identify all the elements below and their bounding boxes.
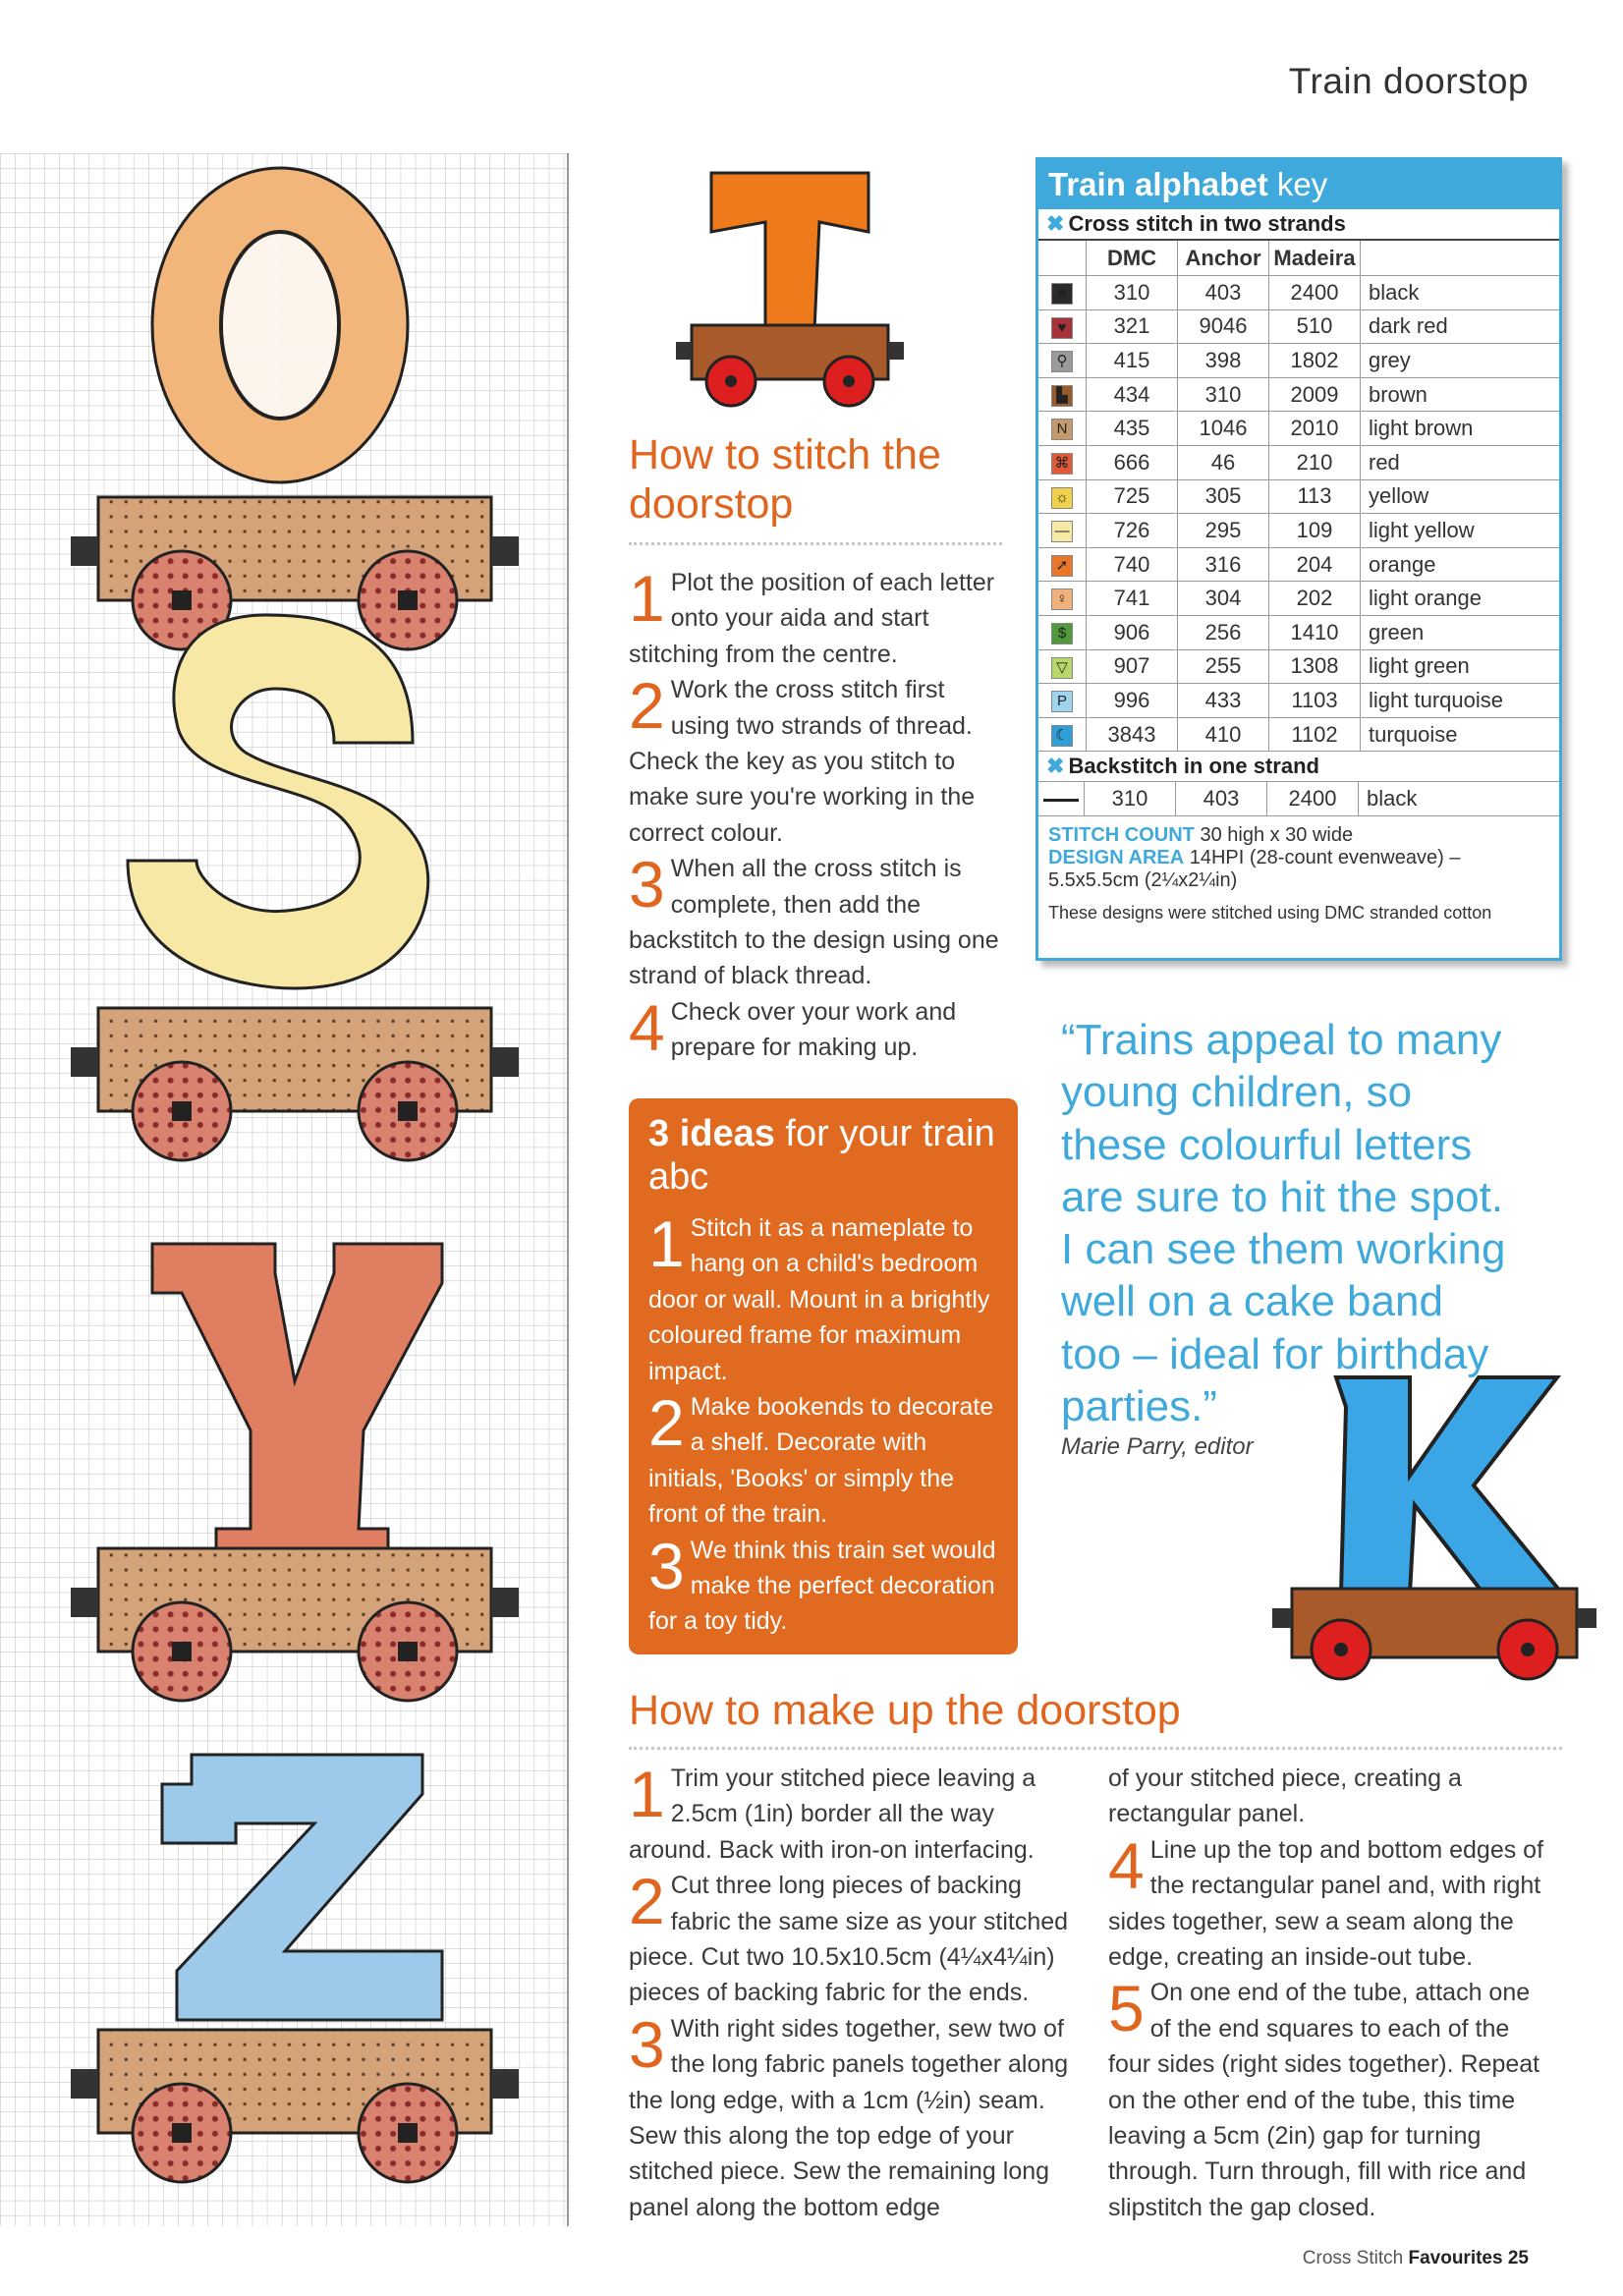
section-title: Train doorstop bbox=[1288, 61, 1529, 101]
dmc-cell: 740 bbox=[1087, 547, 1178, 582]
table-row bbox=[1038, 547, 1559, 582]
color-name-cell: red bbox=[1361, 445, 1560, 479]
symbol-swatch-icon: ♀ bbox=[1038, 582, 1087, 616]
makeup-step: 2 Cut three long pieces of backing fabric the same size as your stitched piece. Cut two 10.5x10.5cm (4¼x4¼in) pieces of backing fabric for the ends. bbox=[629, 1865, 1069, 2007]
stitch-step: 3 When all the cross stitch is complete, then add the backstitch to the design using one strand of black thread. bbox=[629, 848, 999, 990]
col-anchor: Anchor bbox=[1178, 241, 1269, 276]
anchor-cell: 403 bbox=[1178, 276, 1269, 310]
madeira-cell: 210 bbox=[1269, 445, 1361, 479]
color-name-cell: light yellow bbox=[1361, 514, 1560, 548]
symbol-swatch-icon: ☼ bbox=[1038, 479, 1087, 514]
makeup-heading: How to make up the doorstop bbox=[629, 1687, 1181, 1734]
madeira-cell: 1103 bbox=[1269, 684, 1361, 718]
anchor-cell: 433 bbox=[1178, 684, 1269, 718]
color-name-cell: dark red bbox=[1361, 309, 1560, 344]
symbol-swatch-icon: ⌘ bbox=[1038, 445, 1087, 479]
color-name-cell: brown bbox=[1361, 377, 1560, 412]
makeup-step: 5 On one end of the tube, attach one of the end squares to each of the four sides (right sides together). Repeat on the other end of the tube, this time leaving a 5cm (2in) gap for turning through. Turn through, fill with rice and slipstitch the gap closed. bbox=[1108, 1972, 1540, 2221]
train-t-illustration bbox=[672, 163, 908, 409]
col-madeira: Madeira bbox=[1269, 241, 1361, 276]
anchor-cell: 410 bbox=[1178, 717, 1269, 752]
dmc-cell: 726 bbox=[1087, 514, 1178, 548]
train-k-illustration bbox=[1267, 1368, 1611, 1682]
symbol-swatch-icon: — bbox=[1038, 514, 1087, 548]
symbol-swatch-icon: ■ bbox=[1038, 276, 1087, 310]
stitch-step: 2 Work the cross stitch first using two strands of thread. Check the key as you stitch to make sure you're working in the correct colour. bbox=[629, 669, 976, 847]
stitch-section bbox=[629, 430, 1002, 1066]
page-footer: Cross Stitch Favourites 25 bbox=[1302, 2248, 1529, 2268]
key-table bbox=[1038, 241, 1559, 752]
symbol-swatch-icon: ⚲ bbox=[1038, 344, 1087, 378]
color-name-cell: green bbox=[1361, 615, 1560, 649]
table-row bbox=[1038, 344, 1559, 378]
color-name-cell: turquoise bbox=[1361, 717, 1560, 752]
color-name-cell: black bbox=[1361, 276, 1560, 310]
divider bbox=[629, 542, 1002, 545]
table-row bbox=[1038, 445, 1559, 479]
dmc-cell: 906 bbox=[1087, 615, 1178, 649]
anchor-cell: 304 bbox=[1178, 582, 1269, 616]
design-area: DESIGN AREA 14HPI (28-count evenweave) – 5.5x5.5cm (2¼x2¼in) bbox=[1048, 846, 1461, 891]
idea-item: 1 Stitch it as a nameplate to hang on a child's bedroom door or wall. Mount in a brightly coloured frame for maximum impact. bbox=[648, 1207, 990, 1385]
symbol-swatch-icon: ➚ bbox=[1038, 547, 1087, 582]
dmc-cell: 310 bbox=[1087, 276, 1178, 310]
key-title: Train alphabet key bbox=[1038, 160, 1559, 209]
idea-item: 3 We think this train set would make the perfect decoration for a toy tidy. bbox=[648, 1529, 996, 1636]
stitch-heading: How to stitch the doorstop bbox=[629, 431, 941, 528]
madeira-cell: 1308 bbox=[1269, 649, 1361, 684]
table-row bbox=[1038, 479, 1559, 514]
quote-byline: Marie Parry, editor bbox=[1061, 1433, 1254, 1461]
anchor-cell: 46 bbox=[1178, 445, 1269, 479]
symbol-swatch-icon: ☾ bbox=[1038, 717, 1087, 752]
anchor-cell: 295 bbox=[1178, 514, 1269, 548]
chart-letter-o bbox=[152, 168, 408, 482]
color-name-cell: light turquoise bbox=[1361, 684, 1560, 718]
symbol-swatch-icon: P bbox=[1038, 684, 1087, 718]
stitch-steps bbox=[629, 562, 1002, 1066]
backstitch-line-icon bbox=[1038, 782, 1085, 815]
table-row bbox=[1038, 276, 1559, 310]
cross-stitch-label: ✖ Cross stitch in two strands bbox=[1038, 209, 1559, 241]
table-row bbox=[1038, 649, 1559, 684]
table-row bbox=[1038, 514, 1559, 548]
key-note: These designs were stitched using DMC stranded cotton bbox=[1048, 902, 1492, 923]
ideas-title: 3 ideas for your train abc bbox=[648, 1113, 995, 1198]
symbol-swatch-icon: ♥ bbox=[1038, 309, 1087, 344]
anchor-cell: 316 bbox=[1178, 547, 1269, 582]
stitch-step: 1 Plot the position of each letter onto your aida and start stitching from the centre. bbox=[629, 562, 995, 668]
makeup-step: 4 Line up the top and bottom edges of the rectangular panel and, with right sides together, sew a seam along the edge, creating an inside-out tube. bbox=[1108, 1828, 1544, 1972]
col-dmc: DMC bbox=[1087, 241, 1178, 276]
color-name-cell: grey bbox=[1361, 344, 1560, 378]
color-name-cell: yellow bbox=[1361, 479, 1560, 514]
color-name-cell: light green bbox=[1361, 649, 1560, 684]
anchor-cell: 1046 bbox=[1178, 412, 1269, 446]
dmc-cell: 3843 bbox=[1087, 717, 1178, 752]
symbol-swatch-icon: ▙ bbox=[1038, 377, 1087, 412]
madeira-cell: 202 bbox=[1269, 582, 1361, 616]
makeup-section bbox=[629, 1686, 1562, 2221]
dmc-cell: 434 bbox=[1087, 377, 1178, 412]
anchor-cell: 256 bbox=[1178, 615, 1269, 649]
madeira-cell: 113 bbox=[1269, 479, 1361, 514]
dmc-cell: 907 bbox=[1087, 649, 1178, 684]
symbol-swatch-icon: ▽ bbox=[1038, 649, 1087, 684]
makeup-step: 3 With right sides together, sew two of the long fabric panels together along the long edge, with a 1cm (½in) seam. Sew this along the top edge of your stitched piece. Sew the remaining long panel along the bottom edge bbox=[629, 2007, 1069, 2221]
anchor-cell: 305 bbox=[1178, 479, 1269, 514]
color-name-cell: light orange bbox=[1361, 582, 1560, 616]
backstitch-label: ✖ Backstitch in one strand bbox=[1038, 752, 1559, 782]
madeira-cell: 1102 bbox=[1269, 717, 1361, 752]
madeira-cell: 1410 bbox=[1269, 615, 1361, 649]
makeup-col-2 bbox=[1108, 1761, 1550, 2225]
color-name-cell: orange bbox=[1361, 547, 1560, 582]
dmc-cell: 741 bbox=[1087, 582, 1178, 616]
makeup-lead: of your stitched piece, creating a rectangular panel. bbox=[1108, 1764, 1462, 1828]
makeup-col-1 bbox=[629, 1758, 1071, 2225]
makeup-step: 1 Trim your stitched piece leaving a 2.5cm (1in) border all the way around. Back with iron-on interfacing. bbox=[629, 1758, 1036, 1864]
anchor-cell: 9046 bbox=[1178, 309, 1269, 344]
alphabet-key bbox=[1035, 157, 1562, 961]
table-row bbox=[1038, 412, 1559, 446]
color-name-cell: light brown bbox=[1361, 412, 1560, 446]
madeira-cell: 510 bbox=[1269, 309, 1361, 344]
table-row bbox=[1038, 377, 1559, 412]
table-row bbox=[1038, 615, 1559, 649]
dmc-cell: 435 bbox=[1087, 412, 1178, 446]
dmc-cell: 725 bbox=[1087, 479, 1178, 514]
backstitch-table bbox=[1038, 782, 1559, 816]
madeira-cell: 1802 bbox=[1269, 344, 1361, 378]
cross-icon: ✖ bbox=[1046, 754, 1065, 779]
table-row bbox=[1038, 684, 1559, 718]
divider bbox=[629, 1747, 1562, 1750]
stitch-count: STITCH COUNT 30 high x 30 wide bbox=[1048, 823, 1354, 846]
madeira-cell: 2010 bbox=[1269, 412, 1361, 446]
table-row bbox=[1038, 717, 1559, 752]
symbol-swatch-icon: $ bbox=[1038, 615, 1087, 649]
dmc-cell: 415 bbox=[1087, 344, 1178, 378]
anchor-cell: 310 bbox=[1178, 377, 1269, 412]
dmc-cell: 321 bbox=[1087, 309, 1178, 344]
madeira-cell: 2400 bbox=[1269, 276, 1361, 310]
key-footer bbox=[1038, 816, 1559, 924]
table-row bbox=[1038, 309, 1559, 344]
madeira-cell: 109 bbox=[1269, 514, 1361, 548]
idea-item: 2 Make bookends to decorate a shelf. Decorate with initials, 'Books' or simply the front of the train. bbox=[648, 1386, 994, 1529]
cross-icon: ✖ bbox=[1046, 211, 1065, 236]
anchor-cell: 255 bbox=[1178, 649, 1269, 684]
table-row bbox=[1038, 582, 1559, 616]
madeira-cell: 2009 bbox=[1269, 377, 1361, 412]
symbol-swatch-icon: N bbox=[1038, 412, 1087, 446]
dmc-cell: 996 bbox=[1087, 684, 1178, 718]
dmc-cell: 666 bbox=[1087, 445, 1178, 479]
ideas-box bbox=[629, 1098, 1018, 1654]
stitch-step: 4 Check over your work and prepare for making up. bbox=[629, 990, 957, 1064]
cross-stitch-chart bbox=[0, 153, 570, 2226]
anchor-cell: 398 bbox=[1178, 344, 1269, 378]
quote-text: “Trains appeal to many young children, so these colourful letters are sure to hit the spot. I can see them working well on a cake band too – ideal for birthday parties.” bbox=[1061, 1016, 1506, 1431]
madeira-cell: 204 bbox=[1269, 547, 1361, 582]
table-row: 310 403 2400 black bbox=[1038, 782, 1559, 815]
